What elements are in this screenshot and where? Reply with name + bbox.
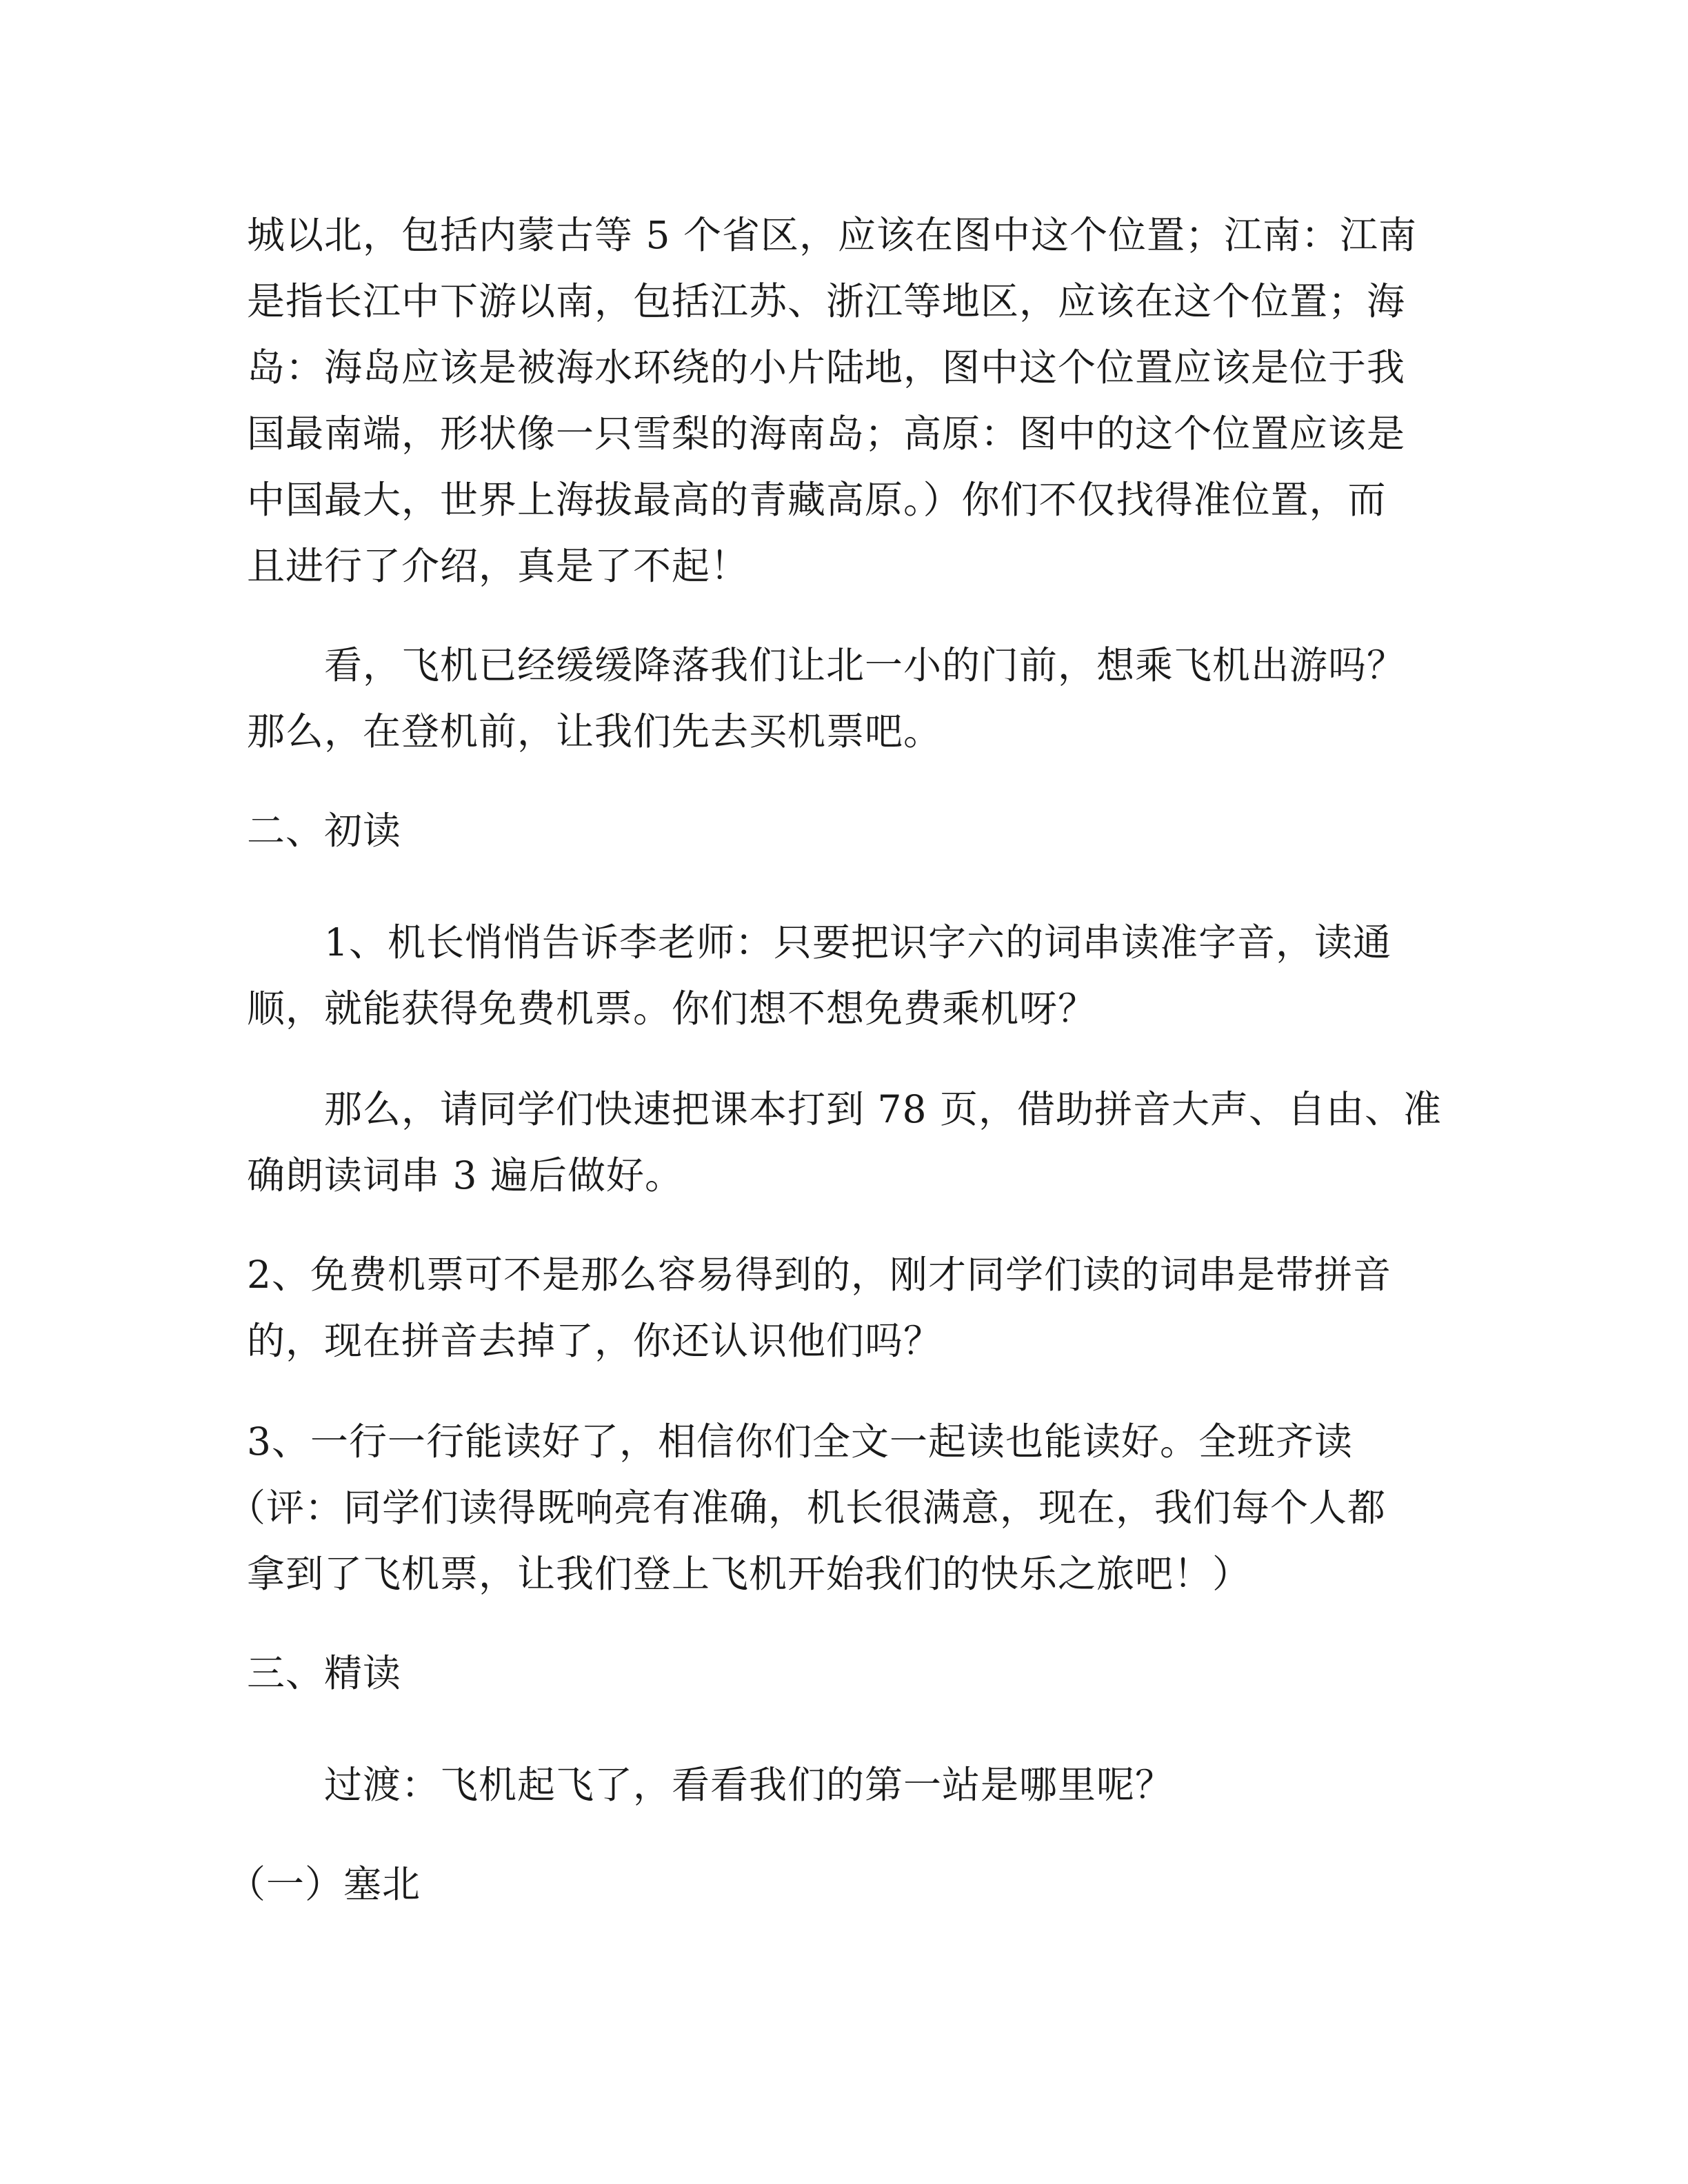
text-line: 那么，在登机前，让我们先去买机票吧。 xyxy=(247,709,943,754)
section-heading: 二、初读 xyxy=(247,809,402,853)
text-line: 拿到了飞机票，让我们登上飞机开始我们的快乐之旅吧！） xyxy=(247,1552,1252,1596)
text-line: 中国最大，世界上海拔最高的青藏高原。）你们不仅找得准位置，而 xyxy=(247,478,1387,522)
text-line: 且进行了介绍，真是了不起！ xyxy=(247,544,750,588)
text-line: 2、免费机票可不是那么容易得到的，刚才同学们读的词串是带拼音 xyxy=(247,1253,1391,1297)
text-line: 那么，请同学们快速把课本打到 78 页，借助拼音大声、自由、准 xyxy=(324,1087,1442,1131)
text-line: 的，现在拼音去掉了，你还认识他们吗？ xyxy=(247,1319,943,1363)
text-line: 1、机长悄悄告诉李老师：只要把识字六的词串读准字音，读通 xyxy=(324,920,1391,964)
text-line: 岛：海岛应该是被海水环绕的小片陆地，图中这个位置应该是位于我 xyxy=(247,345,1406,390)
text-line: （评：同学们读得既响亮有准确，机长很满意，现在，我们每个人都 xyxy=(228,1486,1387,1530)
text-line: 3、一行一行能读好了，相信你们全文一起读也能读好。全班齐读 xyxy=(247,1419,1353,1464)
text-line: 过渡：飞机起飞了，看看我们的第一站是哪里呢？ xyxy=(324,1763,1174,1807)
text-line: 确朗读词串 3 遍后做好。 xyxy=(247,1153,683,1197)
text-line: 看，飞机已经缓缓降落我们让北一小的门前，想乘飞机出游吗？ xyxy=(324,643,1406,687)
section-heading: 三、精读 xyxy=(247,1651,402,1695)
text-line: 城以北，包括内蒙古等 5 个省区，应该在图中这个位置；江南：江南 xyxy=(247,213,1417,257)
text-line: 顺，就能获得免费机票。你们想不想免费乘机呀？ xyxy=(247,987,1097,1031)
text-line: 国最南端，形状像一只雪梨的海南岛；高原：图中的这个位置应该是 xyxy=(247,412,1406,456)
subsection-heading: （一）塞北 xyxy=(228,1862,421,1906)
text-line: 是指长江中下游以南，包括江苏、浙江等地区，应该在这个位置；海 xyxy=(247,279,1406,323)
